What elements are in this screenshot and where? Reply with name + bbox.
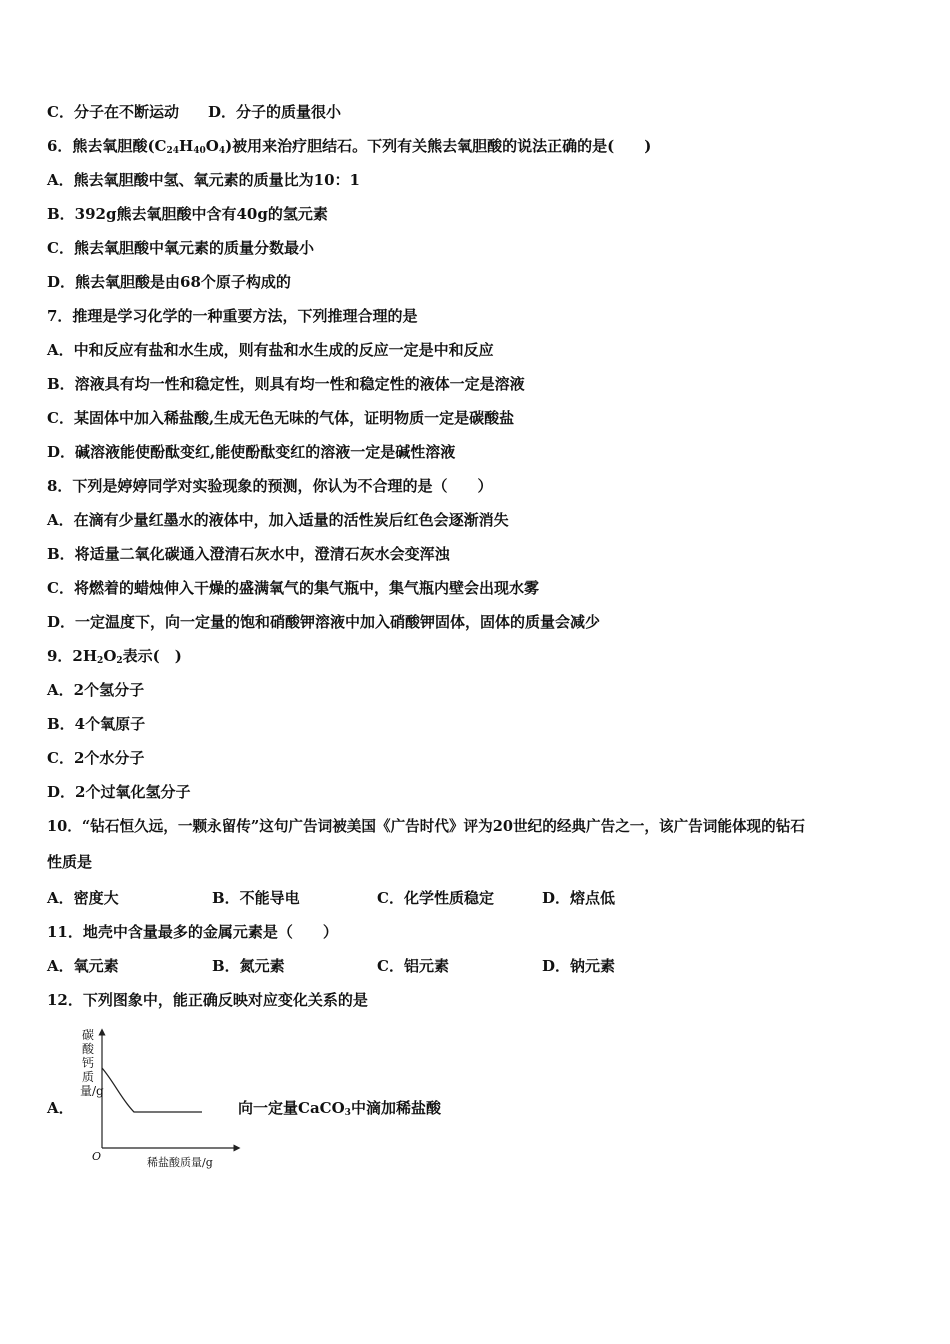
- q6-stem: 6．熊去氧胆酸$(C_{24}H_{40}O_4)$被用来治疗胆结石。下列有关熊去氧胆酸的说法正确的是( ): [47, 137, 652, 156]
- q7-option-b: B．溶液具有均一性和稳定性，则具有均一性和稳定性的液体一定是溶液: [47, 375, 525, 393]
- q5-option-d: D．分子的质量很小: [208, 103, 342, 121]
- q12-option-a-description: 向一定量CaCO$_3$中滴加稀盐酸: [238, 1099, 441, 1118]
- q8-option-b: B．将适量二氧化碳通入澄清石灰水中，澄清石灰水会变浑浊: [47, 545, 450, 563]
- q9-option-a: A．2个氢分子: [47, 681, 145, 699]
- origin-label: O: [92, 1150, 102, 1163]
- q9-option-d: D．2个过氧化氢分子: [47, 783, 191, 801]
- q12-option-a-label: A．: [47, 1099, 74, 1117]
- q6-option-a: A．熊去氧胆酸中氢、氧元素的质量比为10：1: [47, 171, 360, 189]
- q8-option-d: D．一定温度下，向一定量的饱和硝酸钾溶液中加入硝酸钾固体，固体的质量会减少: [47, 613, 601, 631]
- q11-option-b: B．氮元素: [212, 957, 285, 975]
- q7-stem: 7．推理是学习化学的一种重要方法，下列推理合理的是: [47, 307, 418, 325]
- q7-option-c: C．某固体中加入稀盐酸,生成无色无味的气体，证明物质一定是碳酸盐: [47, 409, 515, 427]
- q6-option-b: B．392g熊去氧胆酸中含有40g的氢元素: [47, 205, 328, 223]
- q9-option-c: C．2个水分子: [47, 749, 145, 767]
- q10-stem-line2: 性质是: [47, 853, 93, 871]
- q10-option-c: C．化学性质稳定: [377, 889, 494, 907]
- q9-stem: 9．$2H_2O_2$表示( ): [47, 647, 182, 666]
- q10-option-a: A．密度大: [47, 889, 119, 907]
- q10-stem-line1: 10．“钻石恒久远，一颗永留传”这句广告词被美国《广告时代》评为20世纪的经典广告之一，该广告词能体现的钻石: [47, 818, 805, 835]
- q8-stem: 8．下列是婷婷同学对实验现象的预测，你认为不合理的是（ ）: [47, 477, 493, 495]
- q6-option-c: C．熊去氧胆酸中氧元素的质量分数最小: [47, 239, 314, 257]
- q11-stem: 11．地壳中含量最多的金属元素是（ ）: [47, 923, 338, 941]
- q12-option-a-graph: [72, 1026, 242, 1176]
- y-axis-label: 碳酸钙质量/g: [80, 1028, 104, 1098]
- q5-option-c: C．分子在不断运动: [47, 103, 179, 121]
- q11-option-d: D．钠元素: [542, 957, 616, 975]
- q7-option-d: D．碱溶液能使酚酞变红,能使酚酞变红的溶液一定是碱性溶液: [47, 443, 456, 461]
- q11-option-c: C．铝元素: [377, 957, 449, 975]
- curve: [102, 1068, 202, 1112]
- q8-option-c: C．将燃着的蜡烛伸入干燥的盛满氧气的集气瓶中，集气瓶内壁会出现水雾: [47, 579, 539, 597]
- q11-option-a: A．氧元素: [47, 957, 119, 975]
- q7-option-a: A．中和反应有盐和水生成，则有盐和水生成的反应一定是中和反应: [47, 341, 494, 359]
- q10-option-b: B．不能导电: [212, 889, 300, 907]
- x-axis-label: 稀盐酸质量/g: [147, 1156, 213, 1169]
- q8-option-a: A．在滴有少量红墨水的液体中，加入适量的活性炭后红色会逐渐消失: [47, 511, 509, 529]
- q6-option-d: D．熊去氧胆酸是由68个原子构成的: [47, 273, 291, 291]
- q12-stem: 12．下列图象中，能正确反映对应变化关系的是: [47, 991, 368, 1009]
- q9-option-b: B．4个氧原子: [47, 715, 146, 733]
- q10-option-d: D．熔点低: [542, 889, 616, 907]
